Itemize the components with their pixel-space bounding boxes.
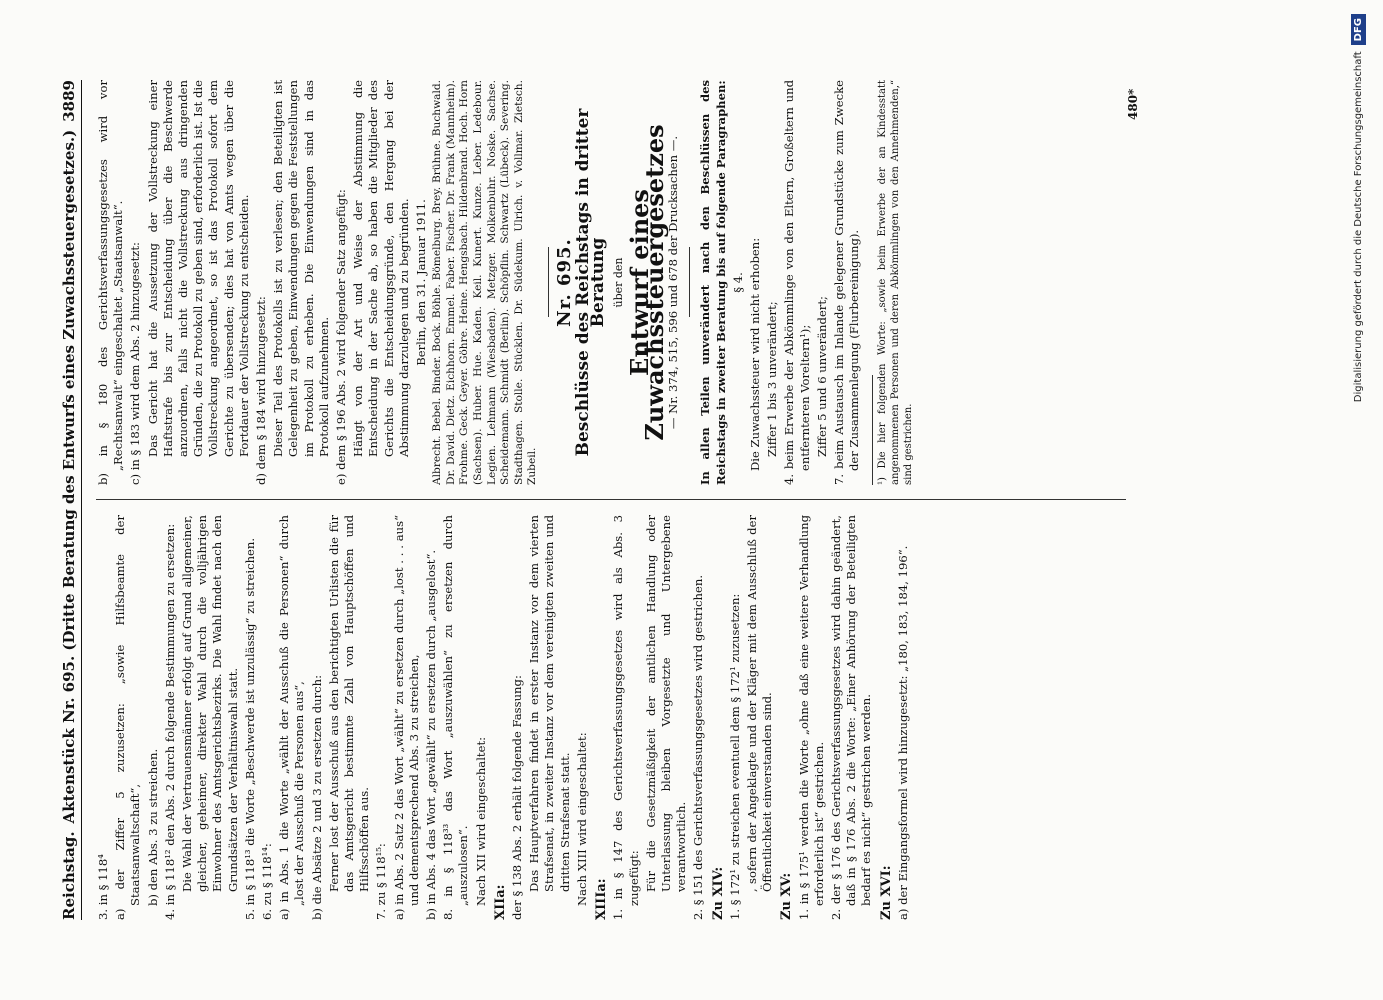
right-column-para: Die Zuwachssteuer wird nicht erhoben: xyxy=(748,237,763,471)
left-column-para: Für die Gesetzmäßigkeit der amtlichen Handlung oder Unterlassung bleiben Vorgesetzte und Untergebene verantwortlich. xyxy=(643,515,689,892)
right-column-para: e) dem § 196 Abs. 2 wird folgender Satz angefügt: xyxy=(334,189,349,485)
right-column-para: Beschlüsse des Reichstags in dritter Beratung xyxy=(573,108,609,457)
left-column-para: 7. zu § 118¹⁵: xyxy=(374,843,389,920)
right-column xyxy=(96,80,1126,485)
right-column-para: 4. beim Erwerbe der Abkömmlinge von den Eltern, Großeltern und entfernteren Voreltern¹); xyxy=(782,80,812,485)
left-column-para: Zu XV: xyxy=(779,872,795,920)
left-column-para: , sofern der Angeklagte und der Kläger mit dem Ausschluß der Öffentlichkeit einverstanden sind. xyxy=(744,515,775,892)
left-column-para: 1. § 172¹ zu streichen eventuell dem § 172¹ zuzusetzen: xyxy=(727,593,742,920)
left-column-para: 8. in § 118³³ das Wort „auszuwählen“ zu ersetzen durch „auszulosen“. xyxy=(441,515,471,920)
digitization-footer xyxy=(1340,0,1376,1000)
left-column-para: b) die Absätze 2 und 3 zu ersetzen durch: xyxy=(309,675,324,920)
header-left: Reichstag. xyxy=(60,831,78,920)
left-column-para: XIIIa: xyxy=(594,878,610,920)
right-column-para: In allen Teilen unverändert nach den Beschlüssen des Reichstags in zweiter Beratung bis auf folgende Paragraphen: xyxy=(698,80,728,485)
right-column-para: Nr. 695. xyxy=(554,238,576,327)
left-column-para: Nach XIII wird eingeschaltet: xyxy=(574,732,589,906)
left-column-para: a) der Eingangsformel wird hinzugesetzt: „180, 183, 184, 196“. xyxy=(895,545,910,920)
left-column-para: b) in Abs. 4 das Wort „gewählt“ zu ersetzen durch „ausgelost“. xyxy=(424,549,439,920)
left-column-para: XIIa: xyxy=(492,884,508,920)
right-column-para: 7. beim Austausch im Inlande gelegener Grundstücke zum Zwecke der Zusammenlegung (Flurbereinigung). xyxy=(832,80,862,485)
left-column-para: 1. in § 147 des Gerichtsverfassungsgesetzes wird als Abs. 3 zugefügt: xyxy=(611,515,641,920)
left-column-para: 6. zu § 118¹⁴: xyxy=(260,843,275,920)
left-column-para: 3. in § 118⁴ xyxy=(96,854,110,920)
left-column-para: 5. in § 118¹³ die Worte „Beschwerde ist unzulässig“ zu streichen. xyxy=(242,537,257,920)
right-column-para: Berlin, den 31. Januar 1911. xyxy=(414,199,429,366)
right-column-para: Ziffer 5 und 6 unverändert; xyxy=(814,296,829,457)
right-column-para: b) in § 180 des Gerichtsverfassungsgesetzes wird vor „Rechtsanwalt“ eingeschaltet „Staatsanwalt“. xyxy=(96,80,126,485)
right-column-para: über den xyxy=(611,257,625,308)
right-column-para: Das Gericht hat die Aussetzung der Vollstreckung einer Haftstrafe bis zur Entscheidung über die Beschwerde anzuordnen, falls nicht die Vollstreckung aus dringenden Gründen, die zu Protokoll zu geben sind, erforderlich ist. Ist die Vollstreckung angeordnet, so ist das Protokoll sofort dem Gerichte zu übersenden; dies hat von Amts wegen über die Fortdauer der Vollstreckung zu entscheiden. xyxy=(145,80,251,457)
left-column-para: Zu XIV: xyxy=(710,866,726,920)
left-column-para: Das Hauptverfahren findet in erster Instanz vor dem vierten Strafsenat, in zweiter Instanz vor dem vereinigten zweiten und dritten Strafsenat statt. xyxy=(527,515,572,892)
header-title: Aktenstück Nr. 695. (Dritte Beratung des Entwurfs eines Zuwachssteuergesetzes.) xyxy=(60,129,78,824)
left-column-para: a) in Abs. 2 Satz 2 das Wort „wählt“ zu ersetzen durch „lost . . . aus“ und dementsprechend Abs. 3 zu streichen, xyxy=(391,515,421,920)
right-column-para xyxy=(689,248,690,318)
left-column-para: a) in Abs. 1 die Worte „wählt der Ausschuß die Personen“ durch „lost der Ausschuß die Personen aus“, xyxy=(277,515,307,920)
right-column-para: c) in § 183 wird dem Abs. 2 hinzugesetzt: xyxy=(128,242,143,485)
page-signature: 480* xyxy=(1126,88,1140,120)
right-column-para: Ziffer 1 bis 3 unverändert; xyxy=(765,301,780,457)
left-column-para: a) der Ziffer 5 zuzusetzen: „sowie Hilfsbeamte der Staatsanwaltschaft“, xyxy=(113,515,143,920)
right-column-para xyxy=(872,375,873,485)
running-header xyxy=(48,80,82,920)
right-column-para: § 4. xyxy=(730,272,745,293)
left-column-para: Nach XII wird eingeschaltet: xyxy=(473,736,488,906)
left-column-para: 2. § 151 des Gerichtsverfassungsgesetzes wird gestrichen. xyxy=(691,574,706,920)
right-column-para xyxy=(548,248,549,318)
right-column-para: Albrecht. Bebel. Binder. Bock. Böhle. Bömelburg. Brey. Brühne. Buchwald. Dr. David. Dietz. Eichhorn. Emmel. Faber. Fischer. Dr. Frank (Mannheim). Frohme. Geck. Geyer. Göhre. Heine. Hengsbach. Hildenbrand. Hoch. Horn (Sachsen). Huber. Hue. Kaden. Keil. Kunert. Kunze. Leber. Ledebour. Legien. Lehmann (Wiesbaden). Metzger. Molkenbuhr. Noske. Sachse. Scheidemann. Schmidt (Berlin). Schöpflin. Schwartz (Lübeck). Severing. Stadthagen. Stolle. Stücklen. Dr. Südekum. Ulrich. v. Vollmar. Zietsch. Zubeil. xyxy=(431,80,539,485)
footer-credit: Digitalisierung gefördert durch die Deutsche Forschungsgemeinschaft xyxy=(1352,51,1364,403)
right-column-para: — Nr. 374, 515, 596 und 678 der Drucksachen —. xyxy=(666,135,681,430)
right-column-para: d) dem § 184 wird hinzugesetzt: xyxy=(254,296,269,485)
left-column-para: 2. der § 176 des Gerichtsverfassungsgesetzes wird dahin geändert, daß in § 176 Abs. 2 die Worte: „Einer Anhörung der Beteiligten bedarf es nicht“ gestrichen werden. xyxy=(828,515,874,920)
column-divider xyxy=(96,499,1126,500)
left-column-para: Die Wahl der Vertrauensmänner erfolgt auf Grund allgemeiner, gleicher, geheimer, direkter Wahl durch die volljährigen Einwohner des Amtsgerichtsbezirks. Die Wahl findet nach den Grundsätzen der Verhältniswahl statt. xyxy=(180,515,240,892)
left-column-para: Zu XVI: xyxy=(878,865,894,920)
right-column-para: ¹) Die hier folgenden Worte: „sowie beim Erwerbe der an Kindesstatt angenommenen Personen und deren Abkömmlingen von den Annehmenden,“ sind gestrichen. xyxy=(877,80,914,485)
left-column-para: 4. in § 118¹² den Abs. 2 durch folgende Bestimmungen zu ersetzen: xyxy=(162,523,177,920)
left-column xyxy=(96,515,1126,920)
right-column-para: Entwurf eines Zuwachssteuergesetzes xyxy=(624,124,670,441)
left-column-para: der § 138 Abs. 2 erhält folgende Fassung: xyxy=(510,675,525,920)
page-number: 3889 xyxy=(60,80,78,122)
left-column-para: 1. in § 175¹ werden die Worte „ohne daß eine weitere Verhandlung erforderlich ist“ gestrichen. xyxy=(796,515,826,920)
right-column-para: Dieser Teil des Protokolls ist zu verlesen; den Beteiligten ist Gelegenheit zu geben, Einwendungen gegen die Feststellungen im Protokoll zu erheben. Die Einwendungen sind in das Protokoll aufzunehmen. xyxy=(271,80,331,457)
right-column-para: Hängt von der Art und Weise der Abstimmung die Entscheidung in der Sache ab, so haben die Mitglieder des Gerichts die Entscheidungsgründe, den Hergang bei der Abstimmung darzulegen und zu begründen. xyxy=(351,80,411,457)
left-column-para: Ferner lost der Ausschuß aus den berichtigten Urlisten die für das Amtsgericht bestimmte Zahl von Hauptschöffen und Hilfsschöffen aus. xyxy=(326,515,372,892)
dfg-logo: DFG xyxy=(1351,14,1366,45)
left-column-para: b) den Abs. 3 zu streichen. xyxy=(145,748,160,906)
